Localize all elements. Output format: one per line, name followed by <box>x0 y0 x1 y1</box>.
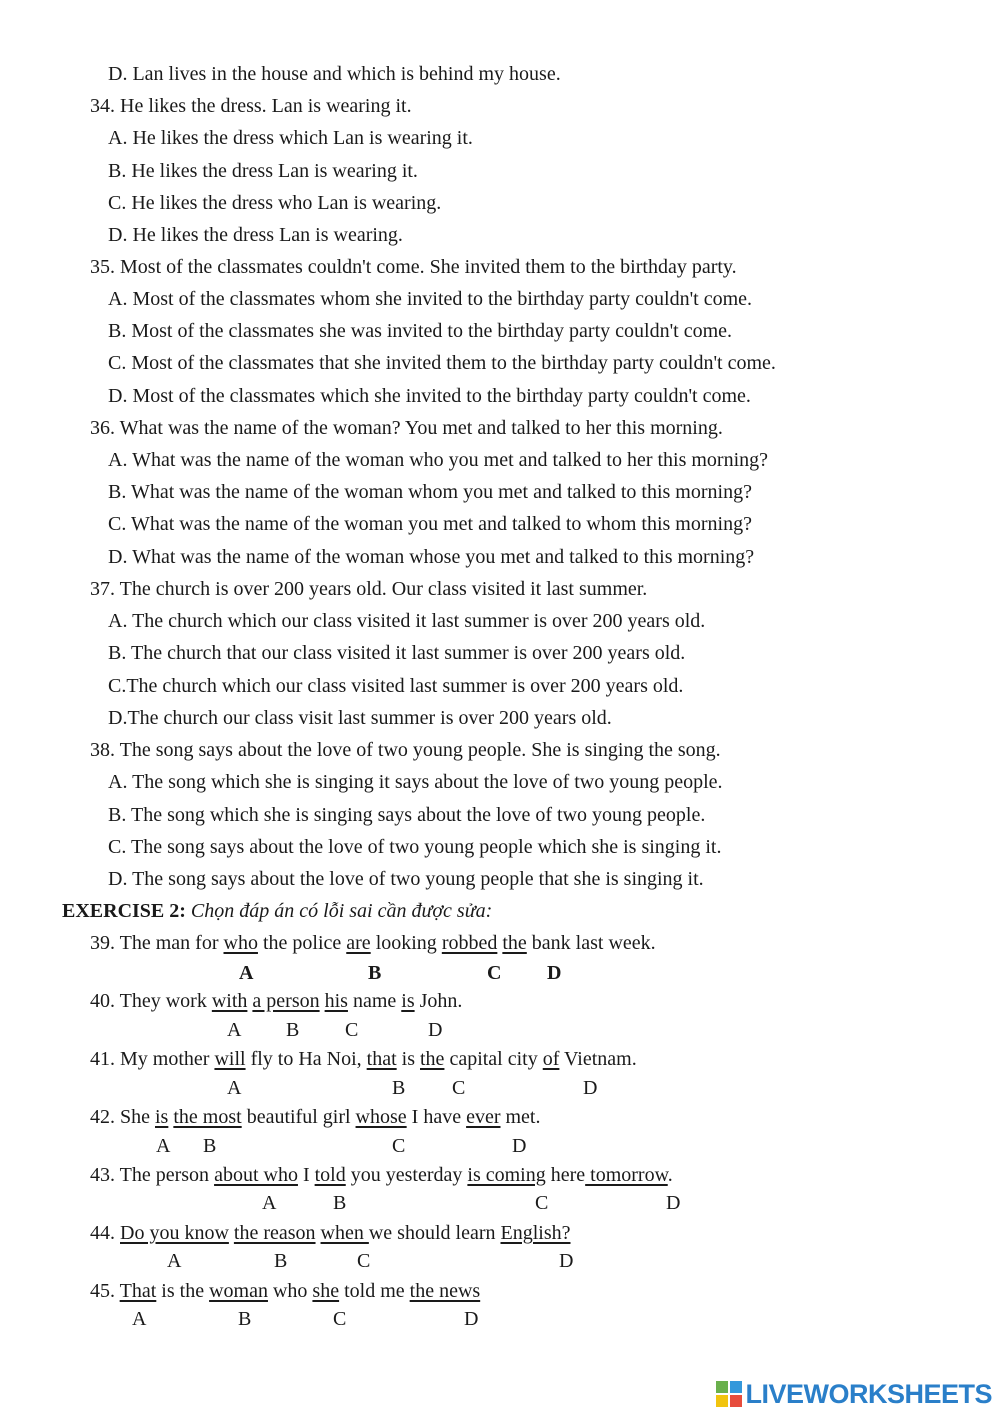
q43-part-a[interactable]: about who <box>214 1164 298 1186</box>
q43-letter-d[interactable]: D <box>666 1192 681 1214</box>
q39-part-c[interactable]: robbed <box>441 932 498 954</box>
q40-number: 40. <box>90 990 115 1012</box>
q40-text: They work <box>119 990 212 1012</box>
q43-text: . <box>667 1164 673 1186</box>
q45-letter-c[interactable]: C <box>333 1308 347 1330</box>
q39-text: The man for <box>119 932 224 954</box>
q41-text: My mother <box>120 1048 215 1070</box>
q37-option-a[interactable]: A. The church which our class visited it last summer is over 200 years old. <box>108 610 706 632</box>
q43-letter-b[interactable]: B <box>333 1192 347 1214</box>
q41-part-d[interactable]: of <box>542 1048 560 1070</box>
q43-letter-c[interactable]: C <box>535 1192 549 1214</box>
q41-text: fly to Ha Noi, <box>245 1048 367 1070</box>
q34-option-d[interactable]: D. He likes the dress Lan is wearing. <box>108 224 403 246</box>
liveworksheets-logo-icon <box>716 1381 742 1407</box>
q41-part-c[interactable]: the <box>420 1048 445 1070</box>
q45-part-b[interactable]: woman <box>209 1280 268 1302</box>
q41-part-b[interactable]: that <box>366 1048 397 1070</box>
liveworksheets-logo <box>716 1378 992 1410</box>
q45-letter-d[interactable]: D <box>464 1308 479 1330</box>
q38-option-c[interactable]: C. The song says about the love of two young people which she is singing it. <box>108 836 722 858</box>
q37-option-c[interactable]: C.The church which our class visited last summer is over 200 years old. <box>108 675 684 697</box>
q40-part-c[interactable]: his <box>324 990 348 1012</box>
q44-letter-b[interactable]: B <box>274 1250 288 1272</box>
q40-part-b[interactable]: a person <box>252 990 320 1012</box>
q37-option-b[interactable]: B. The church that our class visited it last summer is over 200 years old. <box>108 642 686 664</box>
q45-part-c[interactable]: she <box>312 1280 340 1302</box>
q36-stem: 36. What was the name of the woman? You met and talked to her this morning. <box>90 417 723 439</box>
q41-letter-d[interactable]: D <box>583 1077 598 1099</box>
q39-number: 39. <box>90 932 115 954</box>
q36-option-b[interactable]: B. What was the name of the woman whom you met and talked to this morning? <box>108 481 752 503</box>
q39-part-a[interactable]: who <box>223 932 258 954</box>
q34-option-a[interactable]: A. He likes the dress which Lan is wearing it. <box>108 127 473 149</box>
q44-letter-d[interactable]: D <box>559 1250 574 1272</box>
q45-sentence <box>90 1279 480 1303</box>
q43-sentence <box>90 1163 673 1187</box>
q35-option-a[interactable]: A. Most of the classmates whom she invited to the birthday party couldn't come. <box>108 288 753 310</box>
q45-letter-a[interactable]: A <box>132 1308 147 1330</box>
q41-text: is <box>396 1048 420 1070</box>
q43-number: 43. <box>90 1164 115 1186</box>
q45-number: 45. <box>90 1280 115 1302</box>
q39-text: bank last week. <box>526 932 656 954</box>
q45-part-d[interactable]: the news <box>409 1280 481 1302</box>
q38-option-b[interactable]: B. The song which she is singing says about the love of two young people. <box>108 804 706 826</box>
q41-text: Vietnam. <box>559 1048 637 1070</box>
q42-part-c[interactable]: whose <box>355 1106 407 1128</box>
q34-option-c[interactable]: C. He likes the dress who Lan is wearing. <box>108 192 442 214</box>
q41-letter-c[interactable]: C <box>452 1077 466 1099</box>
q42-text: I have <box>406 1106 467 1128</box>
q41-text: capital city <box>444 1048 543 1070</box>
q43-part-b[interactable]: told <box>314 1164 346 1186</box>
q43-letter-a[interactable]: A <box>262 1192 277 1214</box>
exercise-2-heading <box>62 899 492 923</box>
q43-text: I <box>297 1164 315 1186</box>
q43-part-d[interactable]: tomorrow <box>585 1164 668 1186</box>
q42-part-d[interactable]: ever <box>466 1106 501 1128</box>
q44-letter-c[interactable]: C <box>357 1250 371 1272</box>
q39-letter-a[interactable]: A <box>239 962 254 984</box>
q42-letter-d[interactable]: D <box>512 1135 527 1157</box>
q35-option-d[interactable]: D. Most of the classmates which she invited to the birthday party couldn't come. <box>108 385 751 407</box>
q38-option-a[interactable]: A. The song which she is singing it says about the love of two young people. <box>108 771 723 793</box>
q34-option-b[interactable]: B. He likes the dress Lan is wearing it. <box>108 160 418 182</box>
q42-sentence <box>90 1105 541 1129</box>
q38-stem: 38. The song says about the love of two young people. She is singing the song. <box>90 739 721 761</box>
q45-part-a[interactable]: That <box>119 1280 157 1302</box>
q40-letter-a[interactable]: A <box>227 1019 242 1041</box>
q43-text: you yesterday <box>345 1164 468 1186</box>
q44-part-b[interactable]: the reason <box>233 1222 316 1244</box>
q39-text: the police <box>257 932 347 954</box>
q36-option-a[interactable]: A. What was the name of the woman who you met and talked to her this morning? <box>108 449 769 471</box>
q41-letter-b[interactable]: B <box>392 1077 406 1099</box>
q42-part-a[interactable]: is <box>155 1106 169 1128</box>
q39-letter-b[interactable]: B <box>368 962 382 984</box>
q44-letter-a[interactable]: A <box>167 1250 182 1272</box>
q43-part-c[interactable]: is coming <box>467 1164 546 1186</box>
q38-option-d[interactable]: D. The song says about the love of two young people that she is singing it. <box>108 868 704 890</box>
q40-sentence <box>90 989 462 1013</box>
q44-number: 44. <box>90 1222 115 1244</box>
q40-letter-b[interactable]: B <box>286 1019 300 1041</box>
q39-letter-c[interactable]: C <box>487 962 502 984</box>
q35-option-c[interactable]: C. Most of the classmates that she invited them to the birthday party couldn't come. <box>108 352 776 374</box>
q43-text: The person <box>119 1164 215 1186</box>
q41-sentence <box>90 1047 637 1071</box>
q44-sentence <box>90 1221 571 1245</box>
q45-letter-b[interactable]: B <box>238 1308 252 1330</box>
exercise-2-label: EXERCISE 2: <box>62 900 186 922</box>
q42-text: beautiful girl <box>241 1106 356 1128</box>
q44-part-a[interactable]: Do you know <box>120 1222 229 1244</box>
exercise-2-instruction: Chọn đáp án có lỗi sai cần được sửa: <box>190 900 493 922</box>
q40-text: John. <box>414 990 463 1012</box>
q43-text: here <box>545 1164 586 1186</box>
q44-text: we should learn <box>368 1222 501 1244</box>
q35-option-b[interactable]: B. Most of the classmates she was invited to the birthday party couldn't come. <box>108 320 733 342</box>
q41-letter-a[interactable]: A <box>227 1077 242 1099</box>
q40-part-d[interactable]: is <box>401 990 415 1012</box>
q42-part-b[interactable]: the most <box>173 1106 242 1128</box>
q40-letter-c[interactable]: C <box>345 1019 359 1041</box>
q41-part-a[interactable]: will <box>214 1048 246 1070</box>
q39-part-b[interactable]: are <box>346 932 371 954</box>
q34-stem: 34. He likes the dress. Lan is wearing it. <box>90 95 412 117</box>
q42-text: met. <box>500 1106 541 1128</box>
q42-number: 42. <box>90 1106 115 1128</box>
q33-option-d: D. Lan lives in the house and which is behind my house. <box>108 63 561 85</box>
q42-letter-a[interactable]: A <box>156 1135 171 1157</box>
q37-stem: 37. The church is over 200 years old. Our class visited it last summer. <box>90 578 648 600</box>
q39-letter-d[interactable]: D <box>547 962 562 984</box>
q40-part-a[interactable]: with <box>211 990 248 1012</box>
q41-number: 41. <box>90 1048 115 1070</box>
q45-text: is the <box>156 1280 210 1302</box>
q36-option-d[interactable]: D. What was the name of the woman whose you met and talked to this morning? <box>108 546 755 568</box>
q44-part-c[interactable]: when <box>320 1222 369 1244</box>
q39-text: looking <box>370 932 442 954</box>
q40-letter-d[interactable]: D <box>428 1019 443 1041</box>
q35-stem: 35. Most of the classmates couldn't come. She invited them to the birthday party. <box>90 256 737 278</box>
q42-letter-b[interactable]: B <box>203 1135 217 1157</box>
q39-sentence <box>90 931 656 955</box>
q39-part-d[interactable]: the <box>502 932 527 954</box>
logo-text: LIVEWORKSHEETS <box>745 1378 992 1409</box>
q45-text: told me <box>339 1280 410 1302</box>
q37-option-d[interactable]: D.The church our class visit last summer is over 200 years old. <box>108 707 612 729</box>
q40-text: name <box>347 990 402 1012</box>
q42-text: She <box>120 1106 155 1128</box>
q45-text: who <box>267 1280 313 1302</box>
q42-letter-c[interactable]: C <box>392 1135 406 1157</box>
q44-part-d[interactable]: English? <box>500 1222 571 1244</box>
q36-option-c[interactable]: C. What was the name of the woman you met and talked to whom this morning? <box>108 513 752 535</box>
